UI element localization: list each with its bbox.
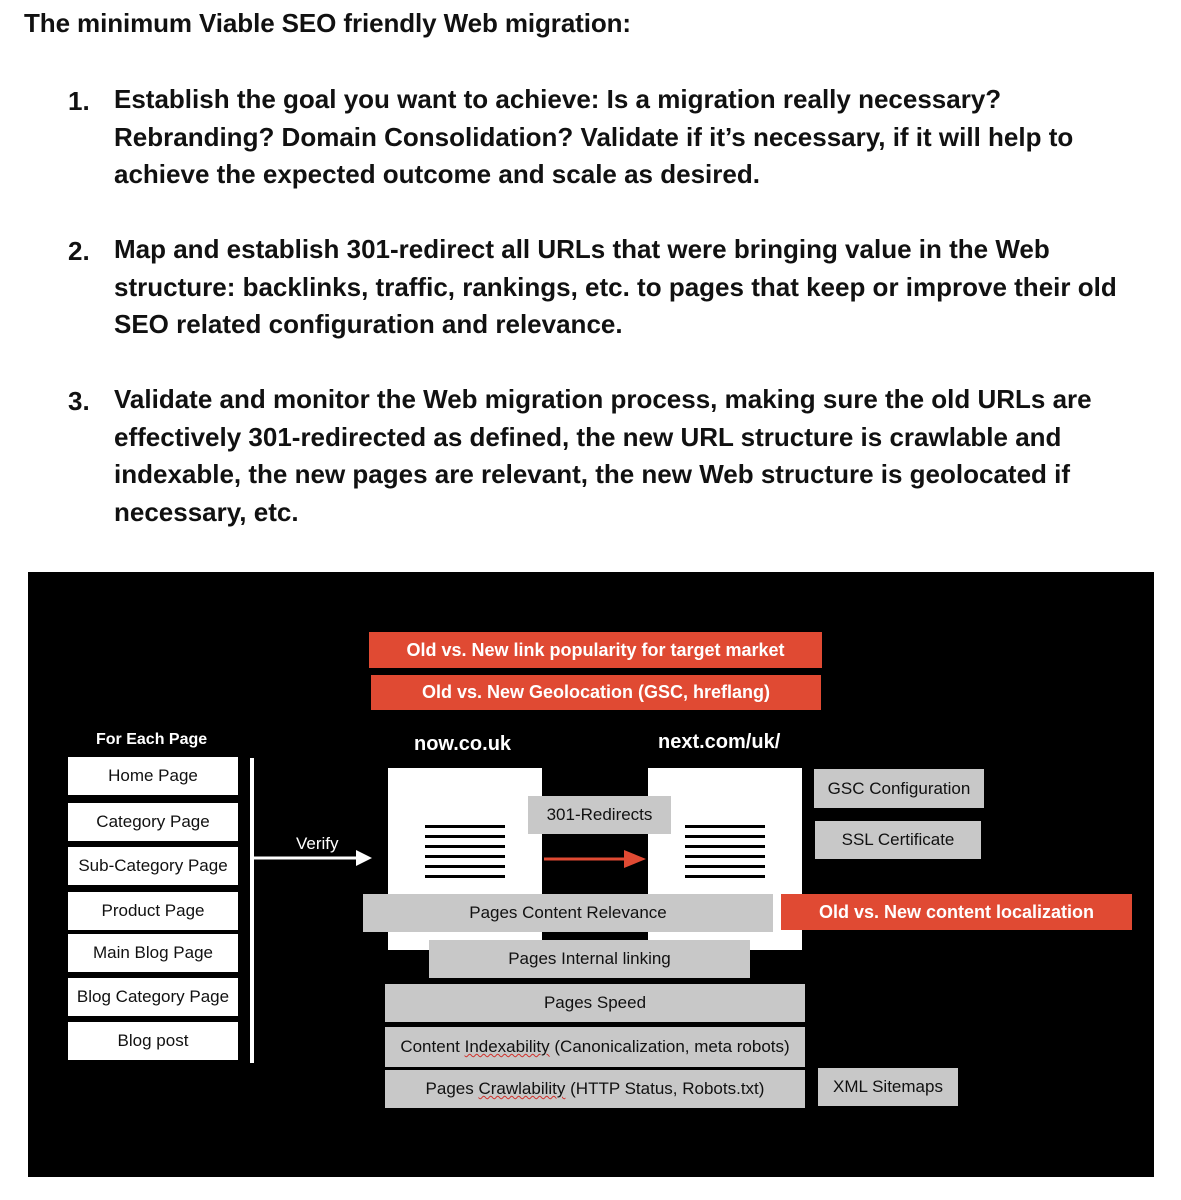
xml-sitemaps-box: XML Sitemaps xyxy=(818,1068,958,1106)
for-each-page-label: For Each Page xyxy=(96,731,208,748)
old-domain-label: now.co.uk xyxy=(414,733,512,755)
crawlability-prefix: Pages xyxy=(425,1079,479,1098)
page-type-box: Blog post xyxy=(68,1022,238,1060)
indexability-bar xyxy=(385,1027,805,1067)
indexability-prefix: Content xyxy=(400,1037,465,1056)
crawlability-bar xyxy=(385,1070,805,1108)
page-type-box: Home Page xyxy=(68,757,238,795)
ssl-certificate-box: SSL Certificate xyxy=(815,821,981,859)
pages-speed-bar: Pages Speed xyxy=(385,984,805,1022)
page-type-box: Blog Category Page xyxy=(68,978,238,1016)
gsc-configuration-box: GSC Configuration xyxy=(814,769,984,808)
bracket-line xyxy=(250,758,254,1063)
page-type-box: Sub-Category Page xyxy=(68,847,238,885)
internal-linking-bar: Pages Internal linking xyxy=(429,940,750,978)
document-title: The minimum Viable SEO friendly Web migration: xyxy=(24,8,631,38)
indexability-suffix: (Canonicalization, meta robots) xyxy=(549,1037,790,1056)
redirects-box: 301-Redirects xyxy=(528,796,671,834)
crawlability-suffix: (HTTP Status, Robots.txt) xyxy=(565,1079,765,1098)
indexability-word: Indexability xyxy=(464,1037,550,1056)
list-item-number: 1. xyxy=(68,86,90,116)
page-type-box: Main Blog Page xyxy=(68,934,238,972)
link-popularity-bar: Old vs. New link popularity for target market xyxy=(369,632,822,668)
verify-label: Verify xyxy=(296,834,339,853)
page-type-box: Category Page xyxy=(68,803,238,841)
new-domain-label: next.com/uk/ xyxy=(658,731,781,753)
crawlability-word: Crawlability xyxy=(478,1079,566,1098)
content-relevance-bar: Pages Content Relevance xyxy=(363,894,773,932)
list-item-number: 2. xyxy=(68,236,90,266)
migration-diagram xyxy=(28,572,1154,1177)
redirect-arrow-icon xyxy=(544,848,648,870)
geolocation-bar: Old vs. New Geolocation (GSC, hreflang) xyxy=(371,675,821,710)
page-type-box: Product Page xyxy=(68,892,238,930)
verify-arrow-icon xyxy=(252,848,374,868)
list-item: Map and establish 301-redirect all URLs that were bringing value in the Web structure: backlinks, traffic, rankings, etc. to pages that keep or improve their old SEO related configuration and relevance. xyxy=(114,234,1117,339)
list-item: Validate and monitor the Web migration process, making sure the old URLs are effectively 301-redirected as defined, the new URL structure is crawlable and indexable, the new pages are relevant, the new Web structure is geolocated if necessary, etc. xyxy=(114,384,1092,527)
list-item: Establish the goal you want to achieve: Is a migration really necessary? Rebranding? Domain Consolidation? Validate if it’s necessary, if it will help to achieve the expected outcome and scale as desired. xyxy=(114,84,1074,189)
list-item-number: 3. xyxy=(68,386,90,416)
content-localization-bar: Old vs. New content localization xyxy=(781,894,1132,930)
